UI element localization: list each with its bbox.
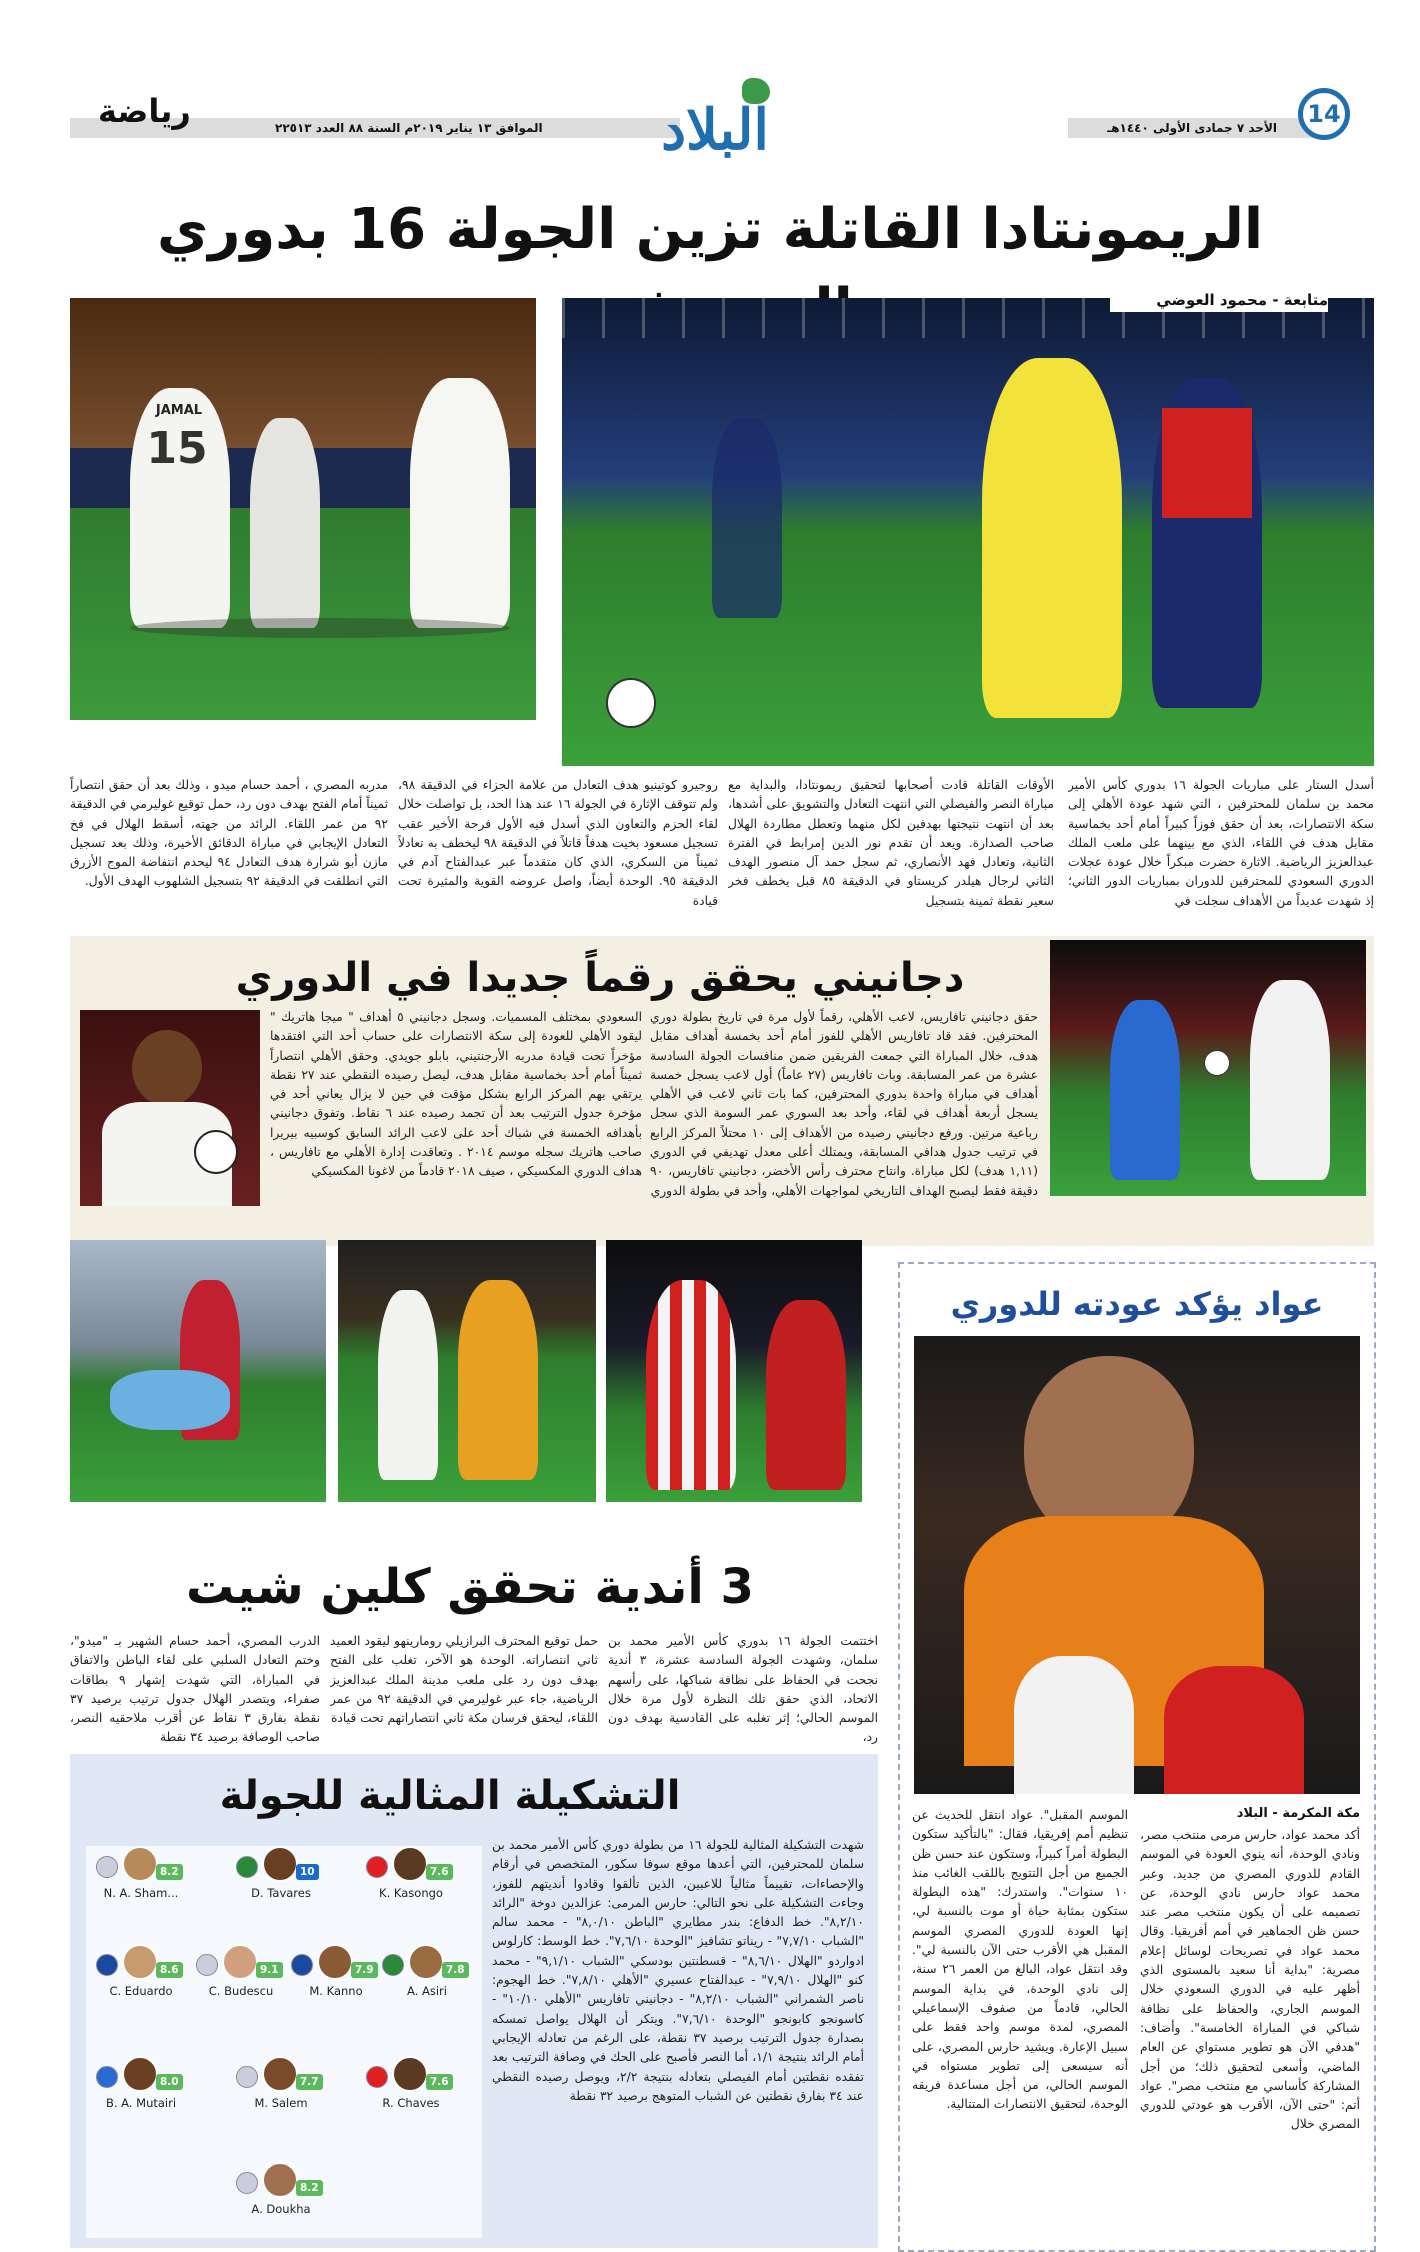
player-name: C. Budescu (208, 1984, 274, 1998)
player-rating: 7.7 (296, 2074, 323, 2090)
ideal-lineup-text: شهدت التشكيلة المثالية للجولة ١٦ من بطولة دوري كأس الأمير محمد بن سلمان للمحترفين، التي أعدها موقع سوفا سكور، المتخصص في أرقام والإحصاءات، تقييماً مثالياً للاعبين، الذين تألقوا وقادوا أنديتهم للفوز، وجاءت التشكيلة على نحو التالي: حارس المرمى: عزالدين دوخة "الرائد ٨,٢/١٠". خط الدفاع: بندر مطايري "الباطن ٨,٠/١٠" - محمد سالم "الشباب ٧,٧/١٠" - ريناتو تشافيز "الوحدة ٧,٦/١٠". خط الوسط: كارلوس ادواردو "الهلال ٨,٦/١٠" - قسطنتين بودسكي "الشباب ٩,١/١٠" - محمد كنو "الهلال ٧,٩/١٠" - عبدالفتاح عسيري "الأهلي ٧,٨/١٠". خط الهجوم: ناصر الشمراني "الشباب ٨,٢/١٠" - دجانيني تافاريس "الأهلي ١٠/١٠" - كاسونجو كابونجو "الوحدة ٧,٦/١٠". ويتكر أن الهلال يواصل تمسكه بصدارة جدول الترتيب برصيد ٣٧ نقطة، على الرغم من تعادله الإيجابي أمام الرائد بنتيجة ١/١، أما النصر فأصبح على الحك في وصافة الترتيب بعد تفقده نقطتين أمام الفيصلي بتعادله بنتيجة ٢/٢، ويوصل رصيده النقطي عند ٣٤ بفارق نقطتين عن الشباب المتوهج برصيد ٣٢ نقطة (492, 1838, 864, 2103)
main-column-4: مدربه المصري ، أحمد حسام ميدو ، وذلك بعد أن حقق انتصاراً ثميناً أمام الفتح بهدف دون رد، حمل توقيع غوليرمي في الدقيقة ٩٢ من عمر اللقاء. الرائد من جهته، أسقط الهلال في فخ التعادل الإيجابي في مباراة الدقائق الأخيرة، وذلك بعد تسجيل مازن أبو شرارة هدف التعادل ٩٤ ليحدم انتفاضة الموج الأزرق التي انطلقت في الدقيقة ٩٢ بتسجيل الشلهوب الهدف الأول. (70, 778, 388, 889)
player-name: C. Eduardo (109, 1984, 173, 1998)
player-rating: 8.0 (156, 2074, 183, 2090)
page-number: 14 (1298, 88, 1350, 140)
player-rating: 8.2 (296, 2180, 323, 2196)
dajanini-portrait-photo (80, 1010, 260, 1206)
club-badge-icon (382, 1954, 404, 1976)
dajanini-column-2: السعودي بمختلف المسميات. وسجل دجانيني ٥ أهداف " ميجا هاتريك " ليقود الأهلي للعودة إلى سكة الانتصارات على حساب أحد التي افتقدها مؤخراً تحت قيادة مدربه الأرجنتيني، بابلو جويدي. وحقق الأهلي انتصاراً ثميناً أمام أحد بخماسية مقابل هدف، ليصل رصيده النقطي عند ٢٧ نقطة يرتقي بهم المركز الرابع بشكل مؤقت في حين لا يزال يعاني أحد في مؤخرة جدول الترتيب بعد أن تجمد رصيده عند ٦ نقاط. وتفوق دجانيني بأهدافه الخمسة في شباك أحد على لاعب الرائد السابق كوسبيه بيريرا صاحب هاتريك سجله موسم ٢٠١٤ . وتعاقدت إدارة الأهلي مع تافاريس ، هداف الدوري المكسيكي ، صيف ٢٠١٨ قادماً من لاغونا المكسيكي (270, 1010, 642, 1179)
club-badge-icon (96, 1856, 118, 1878)
clean-sheet-column-2: حمل توقيع المحترف البرازيلي رومارينهو ليقود العميد ثاني انتصاراته. الوحدة هو الآخر، تغلب على الفتح بهدف دون رد على ملعب مدينة الملك عبدالعزيز الرياضية، جاء عبر غوليرمي في الدقيقة ٩٢ من عمر اللقاء، ليحقق فرسان مكة ثاني انتصاراتهم تحت قيادة (330, 1634, 598, 1726)
player-name: N. A. Sham... (103, 1886, 179, 1900)
lineup-player (226, 1846, 336, 1906)
clean-sheet-photo-2 (338, 1240, 596, 1502)
club-badge-icon (291, 1954, 313, 1976)
player-avatar (122, 2056, 158, 2092)
club-badge-icon (96, 2066, 118, 2088)
dajanini-title: دجانيني يحقق رقماً جديدا في الدوري (235, 955, 965, 1001)
awad-goalkeeper-photo (914, 1336, 1360, 1794)
clean-sheet-photo-3 (606, 1240, 862, 1502)
player-rating: 7.6 (426, 2074, 453, 2090)
lineup-player (356, 2056, 466, 2116)
club-badge-icon (196, 1954, 218, 1976)
player-avatar (222, 1944, 258, 1980)
section-name: رياضة (98, 92, 191, 130)
player-name: R. Chaves (382, 2096, 440, 2110)
player-name: M. Salem (254, 2096, 308, 2110)
player-rating: 10 (296, 1864, 319, 1880)
lineup-player (186, 1944, 296, 2004)
player-avatar (122, 1944, 158, 1980)
ideal-lineup-title: التشكيلة المثالية للجولة (219, 1773, 681, 1819)
player-rating: 8.6 (156, 1962, 183, 1978)
dajanini-column-1: حقق دجانيني تافاريس، لاعب الأهلي، رقماً لأول مرة في تاريخ بطولة دوري المحترفين. فقد قاد تافاريس الأهلي للفوز أمام أحد بخمسة أهداف مقابل هدف، خلال المباراة التي جمعت الفريقين ضمن منافسات الجولة السادسة عشرة من عمر المسابقة. وبات تافاريس (٢٧ عاماً) أول لاعب يسجل خمسة أهداف في مباراة واحدة بدوري المحترفين، كما بات ثاني لاعب في الأهلي يسجل أربعة أهداف في لقاء، وأحد بعد السوري عمر السومة الذي سجل رباعية مرتين. ورفع دجانيني رصيده من الأهداف إلى ١٠ محتلاً المركز الرابع في ترتيب جدول هدافي المسابقة، ويمتلك أعلى معدل تهديفي في الدوري (١,١١ هدف) لكل مباراة. وانتاح محترف رأس الأخضر، دجانيني تافاريس، ٩٠ دقيقة فقط ليصبح الهداف التاريخي لمواجهات الأهلي، وأحد في بطولة الدوري (650, 1010, 1038, 1198)
main-column-2: الأوقات القاتلة قادت أصحابها لتحقيق ريمونتادا، والبداية مع مباراة النصر والفيصلي التي انتهت التعادل والتشويق على أشدها، بعد أن انتهت نتيجتها بهدفين لكل منهما وتعطل مطاردة الهلال صاحب الصدارة. ويعد أن تقدم نور الدين إمرابط في الفترة الثانية، وتعادل فهد الأنصاري، ثم سجل حمد آل منصور الهدف الثاني لرجال هيلدر كريستاو في الدقيقة ٨٥ قبل يخطف فخر سعير نقطة ثمينة بتسجيل (728, 778, 1054, 908)
clean-sheet-photo-1 (70, 1240, 326, 1502)
player-avatar (392, 1846, 428, 1882)
club-badge-icon (366, 1856, 388, 1878)
player-rating: 9.1 (256, 1962, 283, 1978)
lineup-player (356, 1846, 466, 1906)
player-avatar (262, 2056, 298, 2092)
player-name: A. Asiri (407, 1984, 447, 1998)
club-badge-icon (236, 1856, 258, 1878)
player-avatar (262, 1846, 298, 1882)
clean-sheet-column-1: اختتمت الجولة ١٦ بدوري كأس الأمير محمد بن سلمان، وشهدت الجولة السادسة عشرة، ٣ أندية نجحت في الحفاظ على نظافة شباكها، على رأسهم الاتحاد، الذي حقق تلك النظرة لأول مرة خلال الموسم الحالي؛ إثر تغلبه على القادسية بهدف دون رد، (608, 1634, 878, 1745)
main-column-3: روجيرو كوتينيو هدف التعادل من علامة الجزاء في الدقيقة ٩٨، ولم تتوقف الإثارة في الجولة ١٦ عند هذا الحد، بل تواصلت خلال لقاء الحزم والتعاون الذي أسدل فيه الأول فرحة الأخير عقب تسجيل مسعود بخيت هدفاً قاتلاً في الدقيقة ٩٨ ليخطف به تعادلاً ثميناً من السكري، الذي كان متقدماً عبر عبدالفتاح آدم في الدقيقة ٩٥. الوحدة أيضاً، واصل عروضه القوية والمثيرة تحت قيادة (398, 778, 718, 908)
lineup-graphic (86, 1846, 482, 2238)
dajanini-celebration-photo (1050, 940, 1366, 1196)
club-badge-icon (96, 1954, 118, 1976)
awad-title: عواد يؤكد عودته للدوري (950, 1285, 1324, 1323)
awad-dateline: مكة المكرمة - البلاد (1236, 1806, 1360, 1821)
awad-column-1: أكد محمد عواد، حارس مرمى منتخب مصر، ونادي الوحدة، أنه ينوي العودة في الموسم القادم للدوري المصري من جديد. وعبر محمد عواد حارس نادي الوحدة، عن تصميمه على أن يكون منتخب مصر عند حسن ظن الجماهير في أمم أفريقيا. وقال محمد عواد في تصريحات لوسائل إعلام مصرية: "بداية أنا سعيد بالمستوى الذي أظهر عليه في الدوري السعودي خلال الموسم الجاري، والحفاظ على نظافة شباكي في المباراة الخامسة". وأضاف: "هدفي الآن هو تطوير مستواي عن العام الماضي، وأسعى لتحقيق ذلك؛ من أجل المشاركة كأساسي مع منتخب مصر". عواد أتم: "حتى الآن، الأقرب هو عودتي للدوري المصري خلال (1140, 1828, 1360, 2132)
jersey-name: JAMAL (155, 403, 203, 418)
lineup-player (86, 2056, 196, 2116)
player-rating: 7.6 (426, 1864, 453, 1880)
jersey-number: 15 (146, 423, 208, 474)
clean-sheet-column-3: الدرب المصري، أحمد حسام الشهير بـ "ميدو"، وختم التعادل السلبي على لقاء الباطن والاتفاق في المباراة، التي شهدت إشهار ٩ بطاقات صفراء، ويتصدر الهلال جدول ترتيب برصيد ٣٧ نقطة بفارق ٣ نقاط عن أقرب ملاحقيه النصر، صاحب الوصافة برصيد ٣٤ نقطة (70, 1634, 320, 1745)
lineup-player (86, 1944, 196, 2004)
match-photo-nassr (562, 298, 1374, 766)
newspaper-logo: البلاد (661, 97, 769, 163)
player-avatar (122, 1846, 158, 1882)
lineup-player (226, 2056, 336, 2116)
player-name: B. A. Mutairi (105, 2096, 177, 2110)
issue-info: الموافق ١٣ يناير ٢٠١٩م السنة ٨٨ العدد ٢٢٥١٣ (275, 121, 543, 135)
lineup-player (86, 1846, 196, 1906)
clean-sheet-title: 3 أندية تحقق كلين شيت (186, 1559, 754, 1615)
player-name: M. Kanno (309, 1984, 363, 1998)
player-avatar (317, 1944, 353, 1980)
club-badge-icon (236, 2066, 258, 2088)
player-avatar (408, 1944, 444, 1980)
byline: متابعة - محمود العوضي (1110, 288, 1328, 312)
lineup-player (226, 2162, 336, 2222)
match-photo-alittihad (70, 298, 536, 720)
player-avatar (392, 2056, 428, 2092)
player-name: A. Doukha (251, 2202, 311, 2216)
club-badge-icon (366, 2066, 388, 2088)
club-badge-icon (236, 2172, 258, 2194)
awad-column-2: الموسم المقبل". عواد انتقل للحديث عن تنظيم أمم إفريقيا، فقال: "بالتأكيد ستكون البطولة أمراً كبيراً، وستكون عند حسن ظن الجميع من أجل التتويج باللقب الغائب منذ ١٠ سنوات". واستدرك: "هذه البطولة ستكون بمثابة حياة أو موت بالنسبة لي، إنها العودة للدوري المصري الموسم المقبل هي الأقرب حتى الآن بالنسبة لي". وقد انتقل عواد، البالغ من العمر ٢٦ سنة، إلى نادي الوحدة، في بداية الموسم الحالي، قادماً من صفوف الإسماعيلي المصري، لمدة موسم واحد فقط على سبيل الإعارة. ويشيد حارس المصري، على أنه سيسعى إلى تطوير مستواه في الموسم الحالي، من أجل مساعدة فريقه الوحدة، لتحقيق الانتصارات المتتالية. (912, 1808, 1128, 2112)
player-name: K. Kasongo (379, 1886, 443, 1900)
player-rating: 7.8 (442, 1962, 469, 1978)
player-avatar (262, 2162, 298, 2198)
player-rating: 7.9 (351, 1962, 378, 1978)
main-headline: الريمونتادا القاتلة تزين الجولة 16 بدوري (156, 197, 1264, 262)
player-name: D. Tavares (251, 1886, 311, 1900)
player-rating: 8.2 (156, 1864, 183, 1880)
header-date: الأحد ٧ جمادى الأولى ١٤٤٠هـ (1107, 121, 1277, 135)
lineup-player (372, 1944, 482, 2004)
main-column-1: أسدل الستار على مباريات الجولة ١٦ بدوري كأس الأمير محمد بن سلمان للمحترفين ، التي شهد عودة الأهلي إلى سكة الانتصارات، بعد أن حقق فوزاً كبيراً أمام أحد بخماسية مقابل هدف في اللقاء، الذي مع بينهما على ملعب الملك عبدالعزيز الرياضية. الاثارة حضرت مبكراً خلال عودة عجلات الدوري السعودي للمحترفين للدوران بمباريات الدور الثاني؛ إذ شهدت عديداً من الأهداف سجلت في (1068, 778, 1374, 908)
